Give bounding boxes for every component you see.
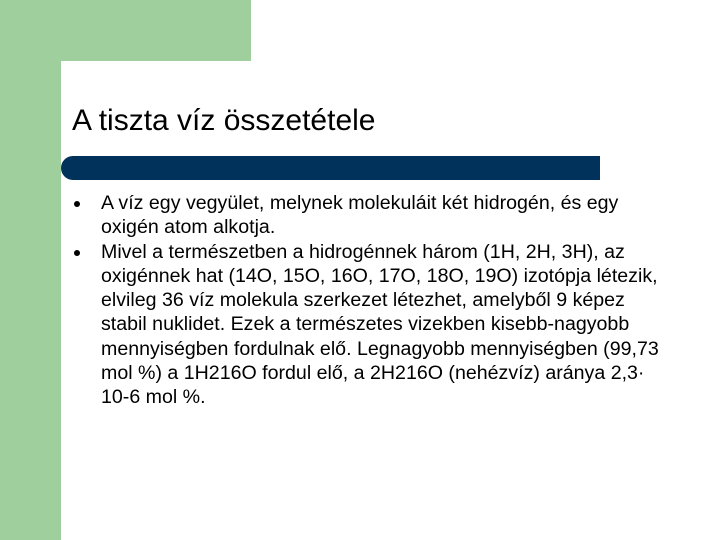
bullet-item-2 — [72, 240, 672, 410]
bullet-text-1: A víz egy vegyület, melynek molekuláit két hidrogén, és egy oxigén atom alkotja. — [101, 192, 619, 239]
title-underline-bar — [61, 156, 600, 180]
decorative-green-band-left — [0, 0, 61, 540]
bullet-dot-icon — [74, 250, 80, 256]
slide-title: A tiszta víz összetétele — [72, 104, 376, 137]
bullet-list — [72, 191, 672, 410]
bullet-item-1 — [72, 191, 672, 240]
bullet-dot-icon — [74, 201, 80, 207]
bullet-text-2: Mivel a természetben a hidrogénnek három (1H, 2H, 3H), az oxigénnek hat (14O, 15O, 16O, 17O, 18O, 19O) izotópja létezik, elvileg 36 víz molekula szerkezet létezhet, amelyből 9 képez stabil nuklidet. Ezek a természetes vizekben kisebb-nagyobb mennyiségben fordulnak elő. Legnagyobb mennyiségben (99,73 mol %) a 1H216O fordul elő, a 2H216O (nehézvíz) aránya 2,3· 10-6 mol %. — [101, 240, 659, 409]
